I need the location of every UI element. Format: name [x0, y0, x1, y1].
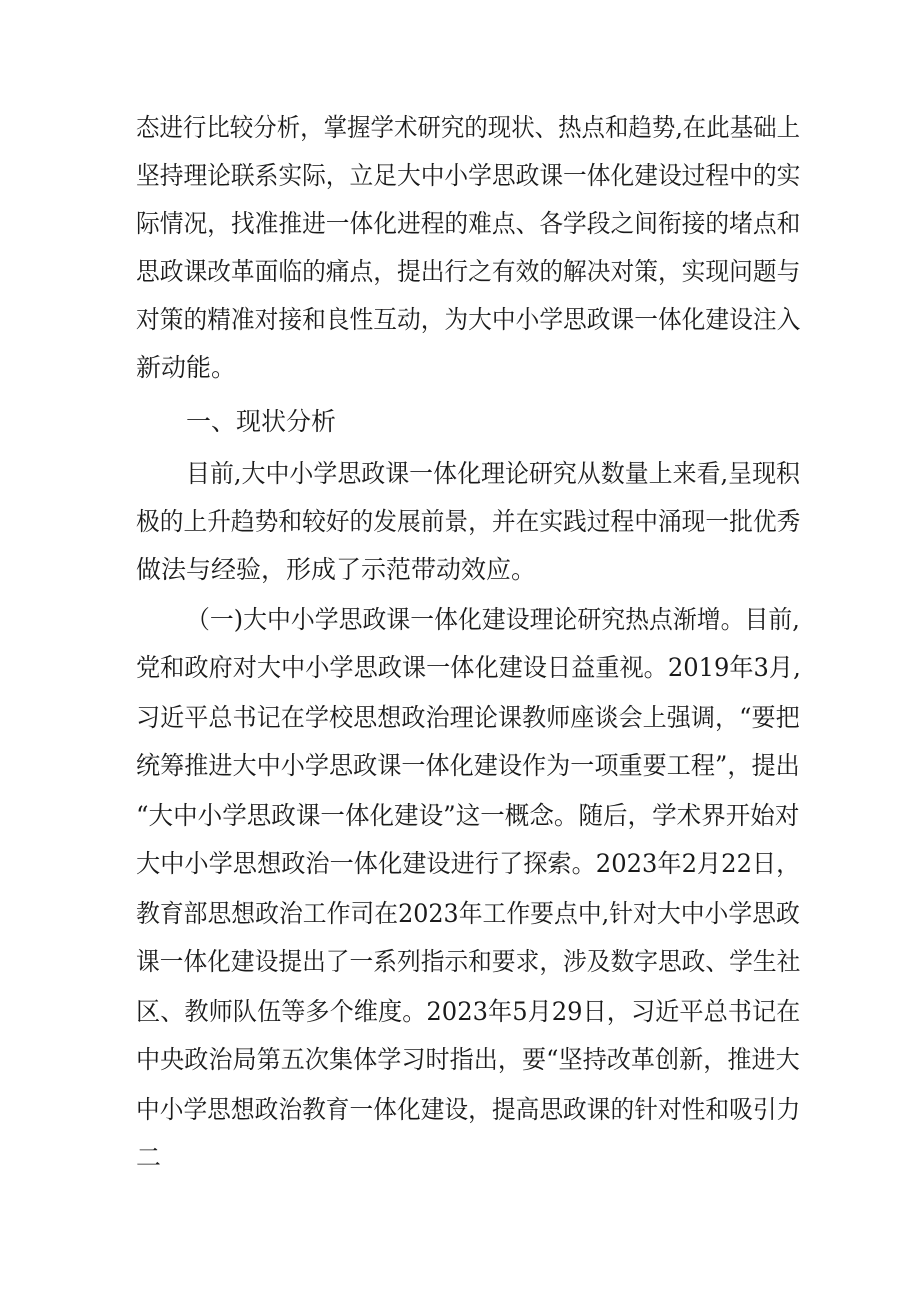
text-line-16: 大中小学思想政治一体化建设进行了探索。2023年2月22日， — [136, 849, 801, 878]
text-line-4: 思政课改革面临的痛点，提出行之有效的解决对策，实现问题与 — [136, 257, 801, 286]
text-line-22: 二 — [136, 1143, 162, 1172]
text-line-9: 极的上升趋势和较好的发展前景，并在实践过程中涌现一批优秀 — [136, 507, 801, 536]
text-line-13: 习近平总书记在学校思想政治理论课教师座谈会上强调，“要把 — [136, 703, 800, 732]
text-line-14: 统筹推进大中小学思政课一体化建设作为一项重要工程”，提出 — [136, 751, 800, 780]
text-line-18: 课一体化建设提出了一系列指示和要求，涉及数字思政、学生社 — [136, 947, 801, 976]
text-line-6: 新动能。 — [136, 353, 237, 382]
section-heading: 一、现状分析 — [186, 407, 337, 436]
text-line-20: 中央政治局第五次集体学习时指出，要“坚持改革创新，推进大 — [136, 1045, 800, 1074]
text-line-19: 区、教师队伍等多个维度。2023年5月29日，习近平总书记在 — [136, 997, 801, 1026]
text-line-5: 对策的精准对接和良性互动，为大中小学思政课一体化建设注入 — [136, 305, 801, 334]
text-line-2: 坚持理论联系实际，立足大中小学思政课一体化建设过程中的实 — [136, 161, 801, 190]
text-line-12: 党和政府对大中小学思政课一体化建设日益重视。2019年3月, — [136, 653, 801, 682]
subsection-heading: （一)大中小学思政课一体化建设理论研究热点渐增。目前, — [186, 605, 800, 634]
text-line-15: “大中小学思政课一体化建设”这一概念。随后，学术界开始对 — [136, 801, 800, 830]
text-line-21: 中小学思想政治教育一体化建设，提高思政课的针对性和吸引力 — [136, 1095, 801, 1124]
text-line-3: 际情况，找准推进一体化进程的难点、各学段之间衔接的堵点和 — [136, 209, 801, 238]
text-line-8: 目前,大中小学思政课一体化理论研究从数量上来看,呈现积 — [186, 459, 800, 488]
text-line-1: 态进行比较分析，掌握学术研究的现状、热点和趋势,在此基础上 — [136, 113, 801, 142]
text-line-10: 做法与经验，形成了示范带动效应。 — [136, 555, 537, 584]
text-line-17: 教育部思想政治工作司在2023年工作要点中,针对大中小学思政 — [136, 899, 800, 928]
